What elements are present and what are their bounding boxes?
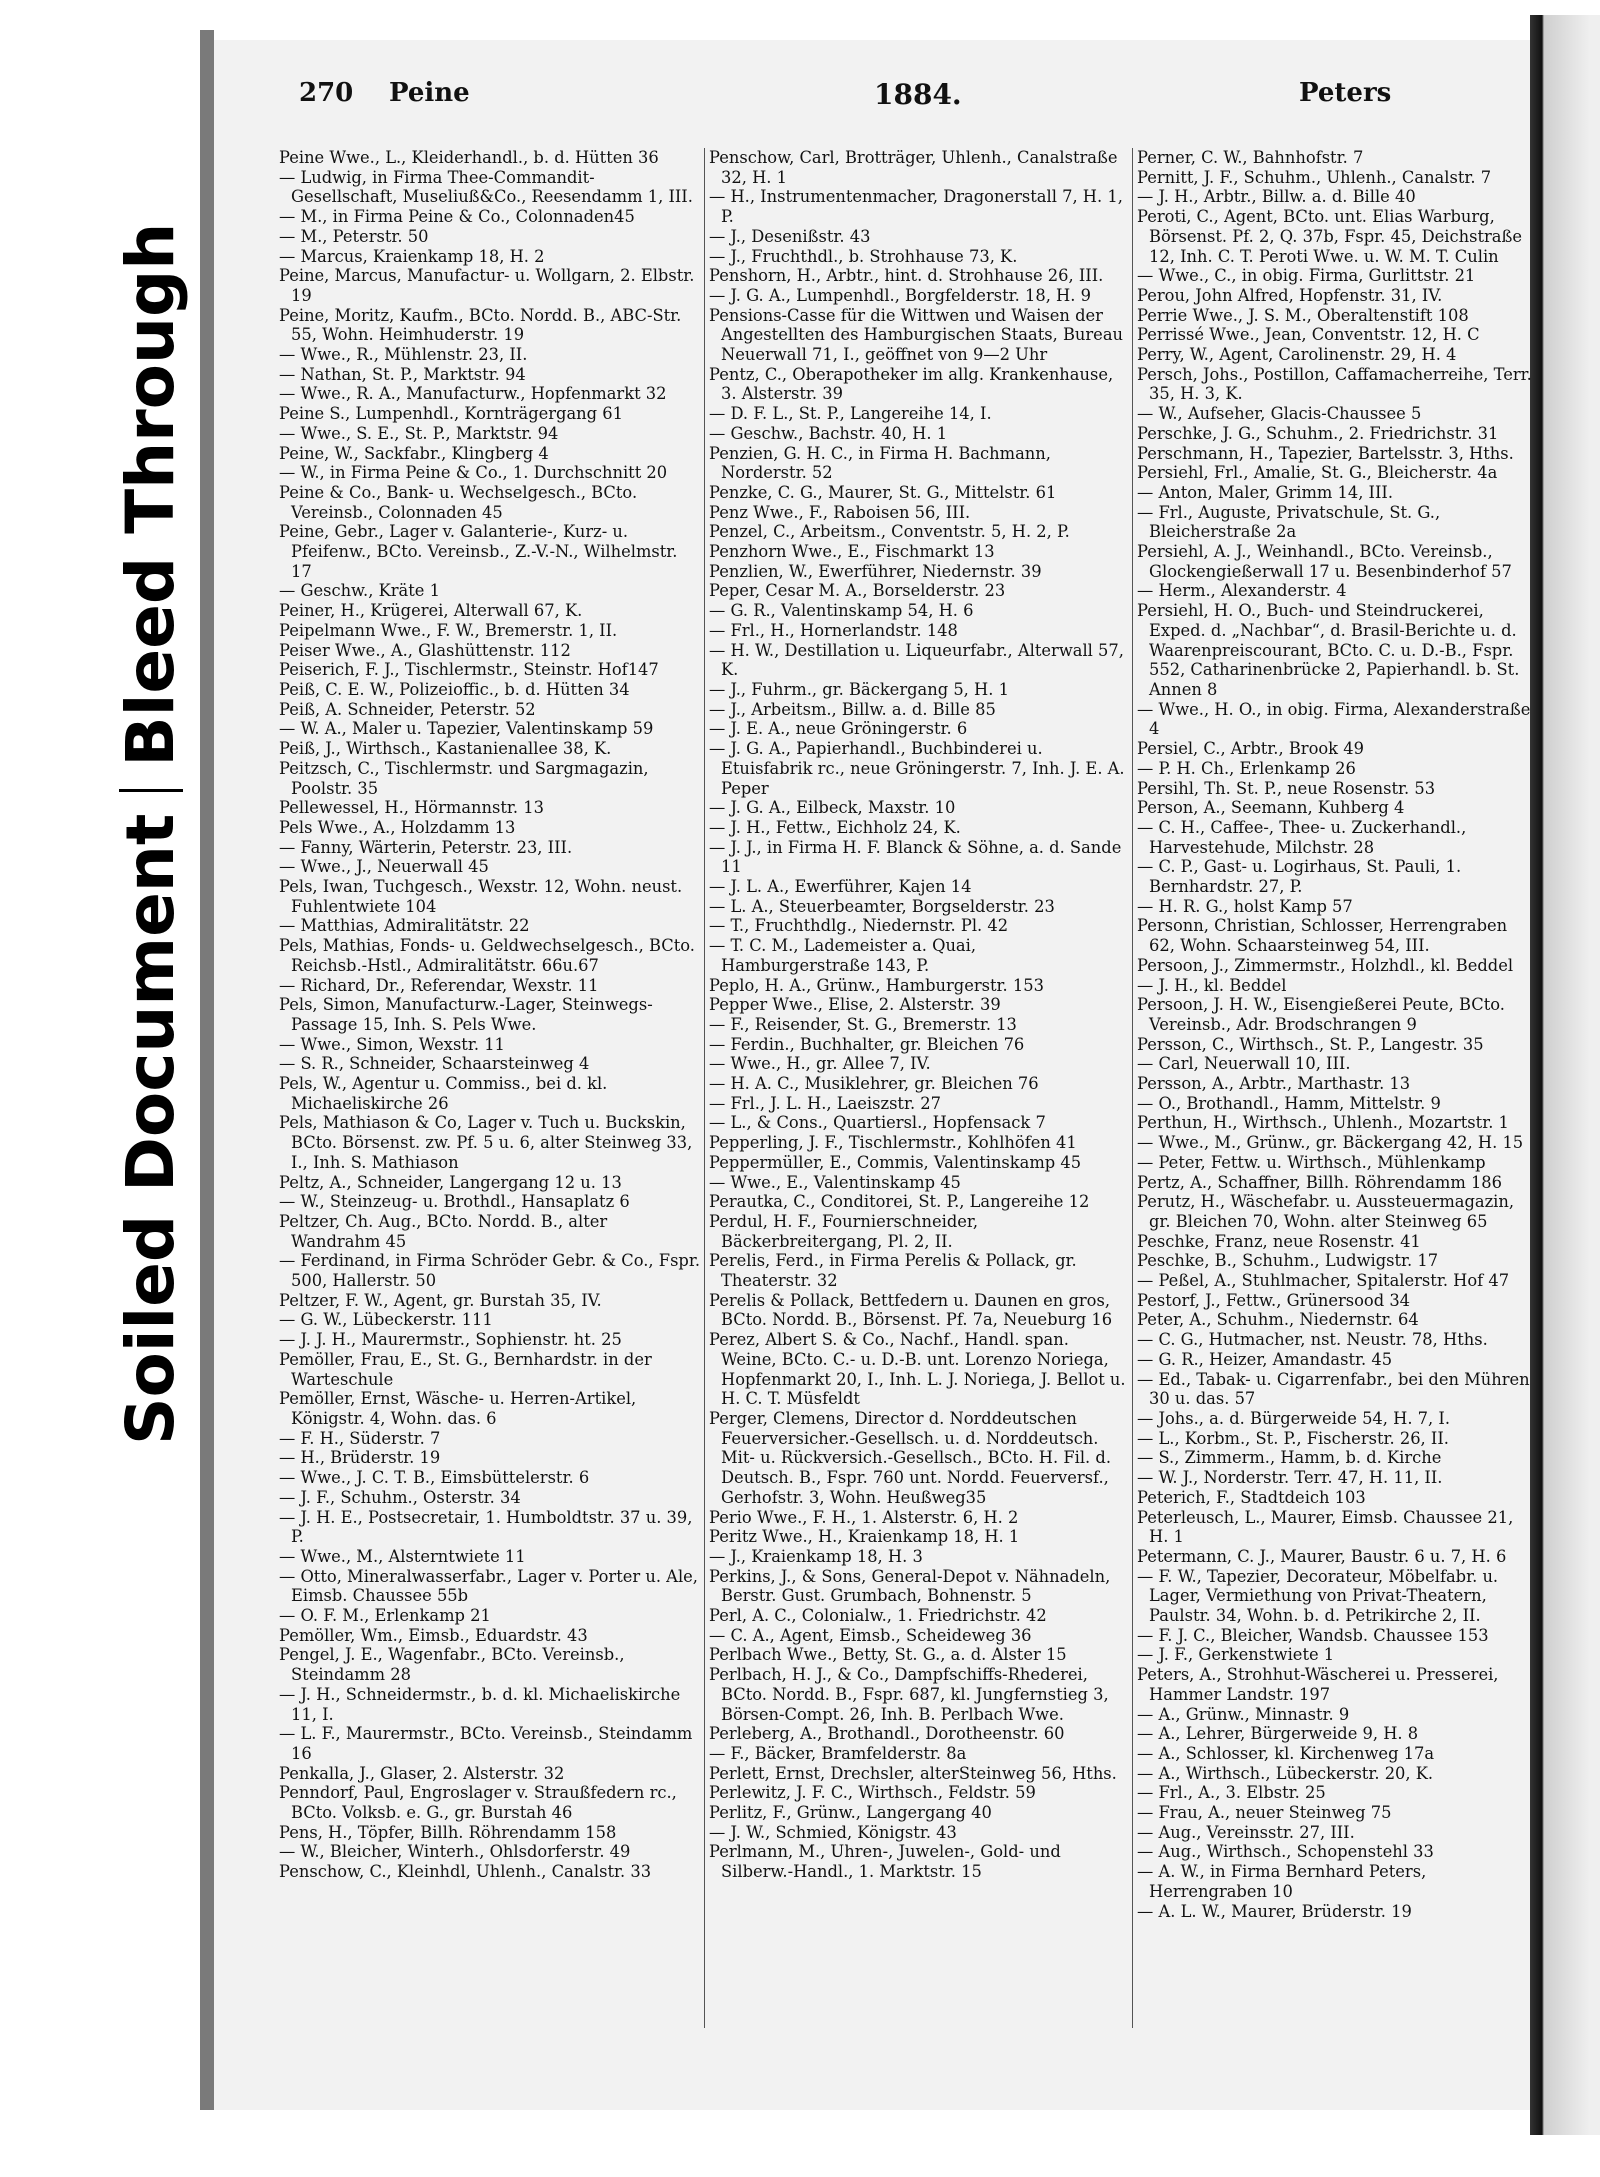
page-year: 1884. [874,78,962,111]
directory-entry: Peine, Gebr., Lager v. Galanterie-, Kurz- u. Pfeifenw., BCto. Vereinsb., Z.-V.-N., Wilhelmstr. 17 [279,522,678,581]
directory-entry: — T., Fruchthdlg., Niedernstr. Pl. 42 [709,916,1009,936]
directory-entry: — J., Fuhrm., gr. Bäckergang 5, H. 1 [709,679,1009,699]
directory-entry: — D. F. L., St. P., Langereihe 14, I. [709,404,992,424]
directory-entry: Perlewitz, J. F. C., Wirthsch., Feldstr. 59 [709,1783,1036,1803]
directory-entry: — C. H., Caffee-, Thee- u. Zuckerhandl., Harvestehude, Milchstr. 28 [1137,817,1467,857]
directory-entry: Perthun, H., Wirthsch., Uhlenh., Mozartstr. 1 [1137,1113,1509,1133]
directory-entry: — A., Schlosser, kl. Kirchenweg 17a [1137,1743,1435,1763]
directory-entry: — Richard, Dr., Referendar, Wexstr. 11 [279,975,599,995]
directory-entry: — Frau, A., neuer Steinweg 75 [1137,1803,1392,1823]
directory-entry: Peiser Wwe., A., Glashüttenstr. 112 [279,640,571,660]
directory-entry: Pemöller, Frau, E., St. G., Bernhardstr. in der Warteschule [279,1349,652,1389]
directory-entry: — F. W., Tapezier, Decorateur, Möbelfabr. u. Lager, Vermiethung von Privat-Theatern, Paulstr. 34, Wohn. b. d. Petrikirche 2, II. [1137,1566,1499,1626]
directory-entry: — Marcus, Kraienkamp 18, H. 2 [279,246,545,266]
directory-entry: — Wwe., M., Grünw., gr. Bäckergang 42, H. 15 [1137,1133,1524,1153]
directory-entry: Perschmann, H., Tapezier, Bartelsstr. 3, Hths. [1137,443,1514,463]
directory-entry: — L. F., Maurermstr., BCto. Vereinsb., Steindamm 16 [279,1724,693,1763]
directory-entry: Pels, W., Agentur u. Commiss., bei d. kl. Michaeliskirche 26 [279,1074,608,1113]
directory-entry: — O. F. M., Erlenkamp 21 [279,1606,491,1626]
directory-entry: — P. H. Ch., Erlenkamp 26 [1137,758,1356,778]
directory-entry: — J. J. H., Maurermstr., Sophienstr. ht. 25 [279,1330,622,1350]
directory-entry: Pemöller, Ernst, Wäsche- u. Herren-Artikel, Königstr. 4, Wohn. das. 6 [279,1389,637,1428]
directory-entry: — Ludwig, in Firma Thee-Commandit-Gesellschaft, Museliuß&Co., Reesendamm 1, III. [279,167,693,207]
directory-entry: — F. H., Süderstr. 7 [279,1428,441,1448]
directory-entry: Peine & Co., Bank- u. Wechselgesch., BCto. Vereinsb., Colonnaden 45 [279,482,638,522]
directory-entry: — Wwe., J., Neuerwall 45 [279,857,489,877]
directory-entry: — J. F., Schuhm., Osterstr. 34 [279,1487,521,1507]
directory-entry: — L., Korbm., St. P., Fischerstr. 26, II. [1137,1428,1449,1448]
directory-entry: — T. C. M., Lademeister a. Quai, Hamburgerstraße 143, P. [709,936,977,975]
directory-entry: Persiehl, A. J., Weinhandl., BCto. Vereinsb., Glockengießerwall 17 u. Besenbinderhof 57 [1137,542,1512,581]
directory-entry: Pels, Mathiason & Co, Lager v. Tuch u. Buckskin, BCto. Börsenst. zw. Pf. 5 u. 6, alter Steinweg 33, I., Inh. S. Mathiason [279,1113,693,1172]
directory-entry: Peper, Cesar M. A., Borselderstr. 23 [709,581,1006,601]
directory-entry: — J., Arbeitsm., Billw. a. d. Bille 85 [709,699,996,719]
directory-entry: — G. W., Lübeckerstr. 111 [279,1310,493,1330]
directory-entry: Penzien, G. H. C., in Firma H. Bachmann, Norderstr. 52 [709,443,1051,483]
directory-entry: Peiner, H., Krügerei, Alterwall 67, K. [279,601,583,621]
column-rule [704,148,705,2028]
directory-entry: — W., Steinzeug- u. Brothdl., Hansaplatz 6 [279,1192,630,1212]
directory-entry: Penkalla, J., Glaser, 2. Alsterstr. 32 [279,1763,565,1783]
directory-entry: — Ed., Tabak- u. Cigarrenfabr., bei den Mühren 30 u. das. 57 [1137,1369,1530,1409]
directory-entry: Penzke, C. G., Maurer, St. G., Mittelstr. 61 [709,482,1057,502]
scan-left-edge [200,30,214,2110]
directory-entry: — C. P., Gast- u. Logirhaus, St. Pauli, 1. Bernhardstr. 27, P. [1137,857,1462,897]
directory-entry: Pertz, A., Schaffner, Billh. Röhrendamm 186 [1137,1172,1503,1192]
directory-entry: Peplo, H. A., Grünw., Hamburgerstr. 153 [709,975,1044,995]
directory-entry: Peltz, A., Schneider, Langergang 12 u. 13 [279,1172,622,1192]
directory-entry: — Wwe., S. E., St. P., Marktstr. 94 [279,423,559,443]
directory-entry: Peppermüller, E., Commis, Valentinskamp 45 [709,1152,1082,1172]
directory-entry: Perlbach, H. J., & Co., Dampfschiffs-Rhederei, BCto. Nordd. B., Fspr. 687, kl. Jungfernstieg 3, Börsen-Compt. 26, Inh. B. Perlbach Wwe. [709,1665,1109,1724]
directory-entry: Penschow, Carl, Brotträger, Uhlenh., Canalstraße 32, H. 1 [709,148,1118,187]
directory-entry: Peroti, C., Agent, BCto. unt. Elias Warburg, Börsenst. Pf. 2, Q. 37b, Fspr. 45, Deichstraße 12, Inh. C. T. Peroti Wwe. u. W. M. T. Culin [1137,207,1522,266]
directory-entry: — Herm., Alexanderstr. 4 [1137,581,1347,601]
directory-entry: — Wwe., H. O., in obig. Firma, Alexanderstraße 4 [1137,699,1531,739]
directory-entry: — G. R., Heizer, Amandastr. 45 [1137,1349,1393,1369]
directory-entry: Peine Wwe., L., Kleiderhandl., b. d. Hütten 36 [279,148,659,167]
directory-entry: Peiß, C. E. W., Polizeioffic., b. d. Hütten 34 [279,679,630,699]
directory-entry: — J., Kraienkamp 18, H. 3 [709,1546,923,1566]
directory-entry: — A., Grünw., Minnastr. 9 [1137,1704,1350,1724]
directory-entry: — Anton, Maler, Grimm 14, III. [1137,482,1394,502]
directory-entry: Perl, A. C., Colonialw., 1. Friedrichstr. 42 [709,1606,1047,1626]
directory-entry: — Ferdin., Buchhalter, gr. Bleichen 76 [709,1034,1025,1054]
column-2 [709,148,1129,2028]
page-header [214,78,1530,118]
directory-entry: — F., Reisender, St. G., Bremerstr. 13 [709,1014,1017,1034]
directory-entry: Perlbach Wwe., Betty, St. G., a. d. Alster 15 [709,1645,1067,1665]
directory-entry: Pellewessel, H., Hörmannstr. 13 [279,798,544,818]
running-head-right: Peters [1299,78,1392,108]
directory-entry: — Wwe., E., Valentinskamp 45 [709,1172,961,1192]
directory-entry: Persiel, C., Arbtr., Brook 49 [1137,739,1364,759]
directory-entry: Peipelmann Wwe., F. W., Bremerstr. 1, II. [279,620,618,640]
directory-entry: — C. A., Agent, Eimsb., Scheideweg 36 [709,1625,1032,1645]
directory-entry: — Peter, Fettw. u. Wirthsch., Mühlenkamp [1137,1152,1486,1172]
directory-entry: — A. W., in Firma Bernhard Peters, Herrengraben 10 [1137,1862,1427,1901]
directory-entry: — J. F., Gerkenstwiete 1 [1137,1645,1335,1665]
directory-entry: — G. R., Valentinskamp 54, H. 6 [709,601,974,621]
directory-entry: — Wwe., M., Alsterntwiete 11 [279,1546,526,1566]
directory-entry: Peterleusch, L., Maurer, Eimsb. Chaussee 21, H. 1 [1137,1507,1514,1547]
directory-entry: — Matthias, Admiralitätstr. 22 [279,916,530,936]
directory-entry: Personn, Christian, Schlosser, Herrengraben 62, Wohn. Schaarsteinweg 54, III. [1137,916,1508,956]
directory-entry: Perner, C. W., Bahnhofstr. 7 [1137,148,1364,167]
directory-entry: Peine, W., Sackfabr., Klingberg 4 [279,443,549,463]
running-head-left: Peine [389,78,470,108]
directory-entry: — A., Wirthsch., Lübeckerstr. 20, K. [1137,1763,1434,1783]
directory-page [214,40,1530,2110]
directory-entry: — F. J. C., Bleicher, Wandsb. Chaussee 153 [1137,1625,1489,1645]
directory-entry: — Aug., Vereinsstr. 27, III. [1137,1822,1355,1842]
directory-entry: Perrie Wwe., J. S. M., Oberaltenstift 108 [1137,305,1469,325]
directory-entry: — Ferdinand, in Firma Schröder Gebr. & Co., Fspr. 500, Hallerstr. 50 [279,1251,701,1291]
directory-entry: Persson, C., Wirthsch., St. P., Langestr. 35 [1137,1034,1484,1054]
page-number: 270 [299,78,354,108]
directory-entry: Peine, Moritz, Kaufm., BCto. Nordd. B., ABC-Str. 55, Wohn. Heimhuderstr. 19 [279,305,682,345]
directory-entry: — M., in Firma Peine & Co., Colonnaden45 [279,207,635,227]
directory-entry: — Wwe., C., in obig. Firma, Gurlittstr. 21 [1137,266,1476,286]
directory-entry: — Frl., A., 3. Elbstr. 25 [1137,1783,1326,1803]
directory-entry: — W., in Firma Peine & Co., 1. Durchschnitt 20 [279,463,668,483]
directory-entry: Pentz, C., Oberapotheker im allg. Krankenhause, 3. Alsterstr. 39 [709,364,1114,404]
directory-entry: Petermann, C. J., Maurer, Baustr. 6 u. 7, H. 6 [1137,1546,1507,1566]
directory-entry: Perelis, Ferd., in Firma Perelis & Pollack, gr. Theaterstr. 32 [709,1251,1077,1291]
column-1 [279,148,701,2028]
directory-entry: — Wwe., R., Mühlenstr. 23, II. [279,345,528,365]
directory-entry: — H., Instrumentenmacher, Dragonerstall 7, H. 1, P. [709,187,1123,227]
directory-entry: — H. A. C., Musiklehrer, gr. Bleichen 76 [709,1074,1039,1094]
directory-entry: Peschke, Franz, neue Rosenstr. 41 [1137,1231,1421,1251]
directory-entry: — Wwe., R. A., Manufacturw., Hopfenmarkt 32 [279,384,667,404]
directory-entry: — J. J., in Firma H. F. Blanck & Söhne, a. d. Sande 11 [709,837,1122,877]
directory-entry: Perou, John Alfred, Hopfenstr. 31, IV. [1137,285,1443,305]
directory-entry: Perrissé Wwe., Jean, Conventstr. 12, H. C [1137,325,1480,345]
directory-entry: Perlett, Ernst, Drechsler, alterSteinweg 56, Hths. [709,1763,1117,1783]
directory-entry: Penschow, C., Kleinhdl, Uhlenh., Canalstr. 33 [279,1862,652,1882]
directory-entry: — J. E. A., neue Gröningerstr. 6 [709,719,968,739]
directory-entry: Persiehl, Frl., Amalie, St. G., Bleicherstr. 4a [1137,463,1498,483]
directory-entry: — F., Bäcker, Bramfelderstr. 8a [709,1743,967,1763]
directory-entry: Perdul, H. F., Fournierschneider, Bäckerbreitergang, Pl. 2, II. [709,1211,979,1251]
directory-entry: Perio Wwe., F. H., 1. Alsterstr. 6, H. 2 [709,1507,1019,1527]
directory-entry: Person, A., Seemann, Kuhberg 4 [1137,798,1405,818]
directory-entry: — J. G. A., Lumpenhdl., Borgfelderstr. 18, H. 9 [709,285,1091,305]
directory-entry: Peine S., Lumpenhdl., Kornträgergang 61 [279,404,623,424]
directory-entry: — L. A., Steuerbeamter, Borgselderstr. 23 [709,896,1055,916]
directory-entry: — Wwe., J. C. T. B., Eimsbüttelerstr. 6 [279,1468,590,1488]
directory-entry: Perlmann, M., Uhren-, Juwelen-, Gold- und Silberw.-Handl., 1. Marktstr. 15 [709,1842,1061,1882]
directory-entry: — O., Brothandl., Hamm, Mittelstr. 9 [1137,1093,1441,1113]
directory-entry: — L., & Cons., Quartiersl., Hopfensack 7 [709,1113,1046,1133]
directory-entry: — J. H. E., Postsecretair, 1. Humboldtstr. 37 u. 39, P. [279,1507,693,1547]
directory-entry: — Wwe., H., gr. Allee 7, IV. [709,1054,931,1074]
directory-entry: Perlitz, F., Grünw., Langergang 40 [709,1803,992,1823]
directory-entry: Perschke, J. G., Schuhm., 2. Friedrichstr. 31 [1137,423,1499,443]
directory-entry: — Johs., a. d. Bürgerweide 54, H. 7, I. [1137,1409,1451,1428]
column-3 [1137,148,1537,2028]
directory-entry: Penzlien, W., Ewerführer, Niedernstr. 39 [709,561,1042,581]
column-rule [1132,148,1133,2028]
directory-entry: — Frl., J. L. H., Laeiszstr. 27 [709,1093,942,1113]
directory-entry: — W., Aufseher, Glacis-Chaussee 5 [1137,404,1422,424]
directory-entry: — Geschw., Bachstr. 40, H. 1 [709,423,948,443]
directory-entry: — J. H., Fettw., Eichholz 24, K. [709,817,961,837]
directory-entry: — Frl., H., Hornerlandstr. 148 [709,620,958,640]
directory-entry: — H., Brüderstr. 19 [279,1448,441,1468]
scan-right-edge [1530,15,1600,2135]
directory-entry: Pepper Wwe., Elise, 2. Alsterstr. 39 [709,995,1001,1015]
directory-entry: — S., Zimmerm., Hamm, b. d. Kirche [1137,1448,1442,1468]
directory-entry: Pensions-Casse für die Wittwen und Waisen der Angestellten des Hamburgischen Staats, Bureau Neuerwall 71, I., geöffnet von 9—2 Uhr [709,305,1124,365]
directory-entry: — J., Fruchthdl., b. Strohhause 73, K. [709,246,1018,266]
directory-entry: — Otto, Mineralwasserfabr., Lager v. Porter u. Ale, Eimsb. Chaussee 55b [279,1566,698,1606]
directory-entry: Persoon, J. H. W., Eisengießerei Peute, BCto. Vereinsb., Adr. Brodschrangen 9 [1137,995,1505,1034]
directory-entry: — Carl, Neuerwall 10, III. [1137,1054,1351,1074]
directory-entry: — J. H., Schneidermstr., b. d. kl. Michaeliskirche 11, I. [279,1684,681,1724]
directory-entry: Persson, A., Arbtr., Marthastr. 13 [1137,1074,1411,1094]
directory-entry: Perkins, J., & Sons, General-Depot v. Nähnadeln, Berstr. Gust. Grumbach, Bohnenstr. 5 [709,1566,1111,1606]
stamp-bleed-through: Bleed Through [112,222,189,767]
directory-entry: Perelis & Pollack, Bettfedern u. Daunen en gros, BCto. Nordd. B., Börsenst. Pf. 7a, Neueburg 16 [709,1290,1113,1330]
directory-entry: — J. H., kl. Beddel [1137,975,1287,995]
directory-entry: Penzel, C., Arbeitsm., Conventstr. 5, H. 2, P. [709,522,1070,542]
directory-entry: — A., Lehrer, Bürgerweide 9, H. 8 [1137,1724,1419,1744]
directory-entry: Peters, A., Strohhut-Wäscherei u. Presserei, Hammer Landstr. 197 [1137,1665,1499,1704]
directory-entry: Peiß, A. Schneider, Peterstr. 52 [279,699,536,719]
directory-entry: — Geschw., Kräte 1 [279,581,440,601]
directory-entry: — J. L. A., Ewerführer, Kajen 14 [709,877,972,897]
directory-entry: Pepperling, J. F., Tischlermstr., Kohlhöfen 41 [709,1133,1077,1153]
directory-entry: Penshorn, H., Arbtr., hint. d. Strohhause 26, III. [709,266,1104,286]
directory-entry: Peiß, J., Wirthsch., Kastanienallee 38, K. [279,739,612,759]
directory-entry: Penz Wwe., F., Raboisen 56, III. [709,502,971,522]
stamp-soiled-document: Soiled Document [112,813,189,1445]
directory-entry: Perutz, H., Wäschefabr. u. Aussteuermagazin, gr. Bleichen 70, Wohn. alter Steinweg 65 [1137,1192,1515,1231]
directory-entry: — J. G. A., Eilbeck, Maxstr. 10 [709,798,956,818]
stamp-divider [119,789,183,792]
directory-entry: — W. A., Maler u. Tapezier, Valentinskamp 59 [279,719,654,739]
directory-entry: Perry, W., Agent, Carolinenstr. 29, H. 4 [1137,345,1457,365]
directory-entry: Persiehl, H. O., Buch- und Steindruckerei, Exped. d. „Nachbar“, d. Brasil-Berichte u. d. Waarenpreiscourant, BCto. C. u. D.-B., Fspr. 552, Catharinenbrücke 2, Papierhandl. b. St. Annen 8 [1137,601,1520,699]
directory-entry: Penzhorn Wwe., E., Fischmarkt 13 [709,542,995,562]
directory-entry: — S. R., Schneider, Schaarsteinweg 4 [279,1054,590,1074]
directory-entry: Peitzsch, C., Tischlermstr. und Sargmagazin, Poolstr. 35 [279,758,649,798]
directory-entry: Peritz Wwe., H., Kraienkamp 18, H. 1 [709,1527,1020,1547]
directory-entry: Peschke, B., Schuhm., Ludwigstr. 17 [1137,1251,1439,1271]
directory-entry: Persihl, Th. St. P., neue Rosenstr. 53 [1137,778,1436,798]
directory-entry: — H. R. G., holst Kamp 57 [1137,896,1353,916]
directory-entry: Persoon, J., Zimmermstr., Holzhdl., kl. Beddel [1137,955,1514,975]
directory-entry: — C. G., Hutmacher, nst. Neustr. 78, Hths. [1137,1330,1488,1350]
directory-entry: Pemöller, Wm., Eimsb., Eduardstr. 43 [279,1625,588,1645]
directory-entry: Perez, Albert S. & Co., Nachf., Handl. span. Weine, BCto. C.- u. D.-B. unt. Lorenzo Noriega, Hopfenmarkt 20, I., Inh. L. J. Noriega, J. Bellot u. H. C. T. Müsfeldt [709,1330,1126,1409]
directory-entry: Peiserich, F. J., Tischlermstr., Steinstr. Hof147 [279,660,659,680]
directory-entry: — W., Bleicher, Winterh., Ohlsdorferstr. 49 [279,1842,631,1862]
directory-entry: — J. W., Schmied, Königstr. 43 [709,1822,957,1842]
directory-entry: Peine, Marcus, Manufactur- u. Wollgarn, 2. Elbstr. 19 [279,266,695,305]
directory-entry: Pels Wwe., A., Holzdamm 13 [279,817,516,837]
directory-entry: — Wwe., Simon, Wexstr. 11 [279,1034,505,1054]
directory-entry: — M., Peterstr. 50 [279,226,429,246]
directory-entry: — A. L. W., Maurer, Brüderstr. 19 [1137,1901,1412,1921]
directory-entry: — Fanny, Wärterin, Peterstr. 23, III. [279,837,573,857]
directory-entry: — Frl., Auguste, Privatschule, St. G., Bleicherstraße 2a [1137,502,1441,542]
directory-entry: — H. W., Destillation u. Liqueurfabr., Alterwall 57, K. [709,640,1124,680]
directory-entry: Peltzer, F. W., Agent, gr. Burstah 35, IV. [279,1290,602,1310]
directory-entry: Pengel, J. E., Wagenfabr., BCto. Vereinsb., Steindamm 28 [279,1645,625,1685]
directory-entry: Persch, Johs., Postillon, Caffamacherreihe, Terr. 35, H. 3, K. [1137,364,1532,404]
directory-entry: Perleberg, A., Brothandl., Dorotheenstr. 60 [709,1724,1065,1744]
directory-entry: Pels, Iwan, Tuchgesch., Wexstr. 12, Wohn. neust. Fuhlentwiete 104 [279,877,683,916]
directory-entry: Pestorf, J., Fettw., Grünersood 34 [1137,1290,1411,1310]
directory-entry: Perautka, C., Conditorei, St. P., Langereihe 12 [709,1192,1090,1212]
directory-entry: Peterich, F., Stadtdeich 103 [1137,1487,1366,1507]
directory-entry: Peter, A., Schuhm., Niedernstr. 64 [1137,1310,1419,1330]
directory-entry: Pels, Mathias, Fonds- u. Geldwechselgesch., BCto. Reichsb.-Hstl., Admiralitätstr. 66u.67 [279,936,695,975]
directory-entry: — J., Desenißstr. 43 [709,226,871,246]
directory-entry: — J. G. A., Papierhandl., Buchbinderei u. Etuisfabrik rc., neue Gröningerstr. 7, Inh. J. E. A. Peper [709,739,1125,798]
directory-entry: Pernitt, J. F., Schuhm., Uhlenh., Canalstr. 7 [1137,167,1492,187]
directory-entry: Penndorf, Paul, Engroslager v. Straußfedern rc., BCto. Volksb. e. G., gr. Burstah 46 [279,1783,677,1823]
directory-entry: — Aug., Wirthsch., Schopenstehl 33 [1137,1842,1434,1862]
directory-entry: — W. J., Norderstr. Terr. 47, H. 11, II. [1137,1468,1443,1488]
directory-entry: Pens, H., Töpfer, Billh. Röhrendamm 158 [279,1822,617,1842]
directory-entry: Perger, Clemens, Director d. Norddeutschen Feuerversicher.-Gesellsch. u. d. Norddeutsch. Mit- u. Rückversich.-Gesellsch., BCto. H. Fil. d. Deutsch. B., Fspr. 760 unt. Nordd. Feuerversf., Gerhofstr. 3, Wohn. Heußweg35 [709,1409,1111,1507]
directory-entry: — Nathan, St. P., Marktstr. 94 [279,364,526,384]
directory-entry: — J. H., Arbtr., Billw. a. d. Bille 40 [1137,187,1416,207]
directory-entry: Pels, Simon, Manufacturw.-Lager, Steinwegs-Passage 15, Inh. S. Pels Wwe. [279,995,653,1034]
directory-entry: — Peßel, A., Stuhlmacher, Spitalerstr. Hof 47 [1137,1271,1510,1291]
directory-entry: Peltzer, Ch. Aug., BCto. Nordd. B., alter Wandrahm 45 [279,1211,608,1251]
